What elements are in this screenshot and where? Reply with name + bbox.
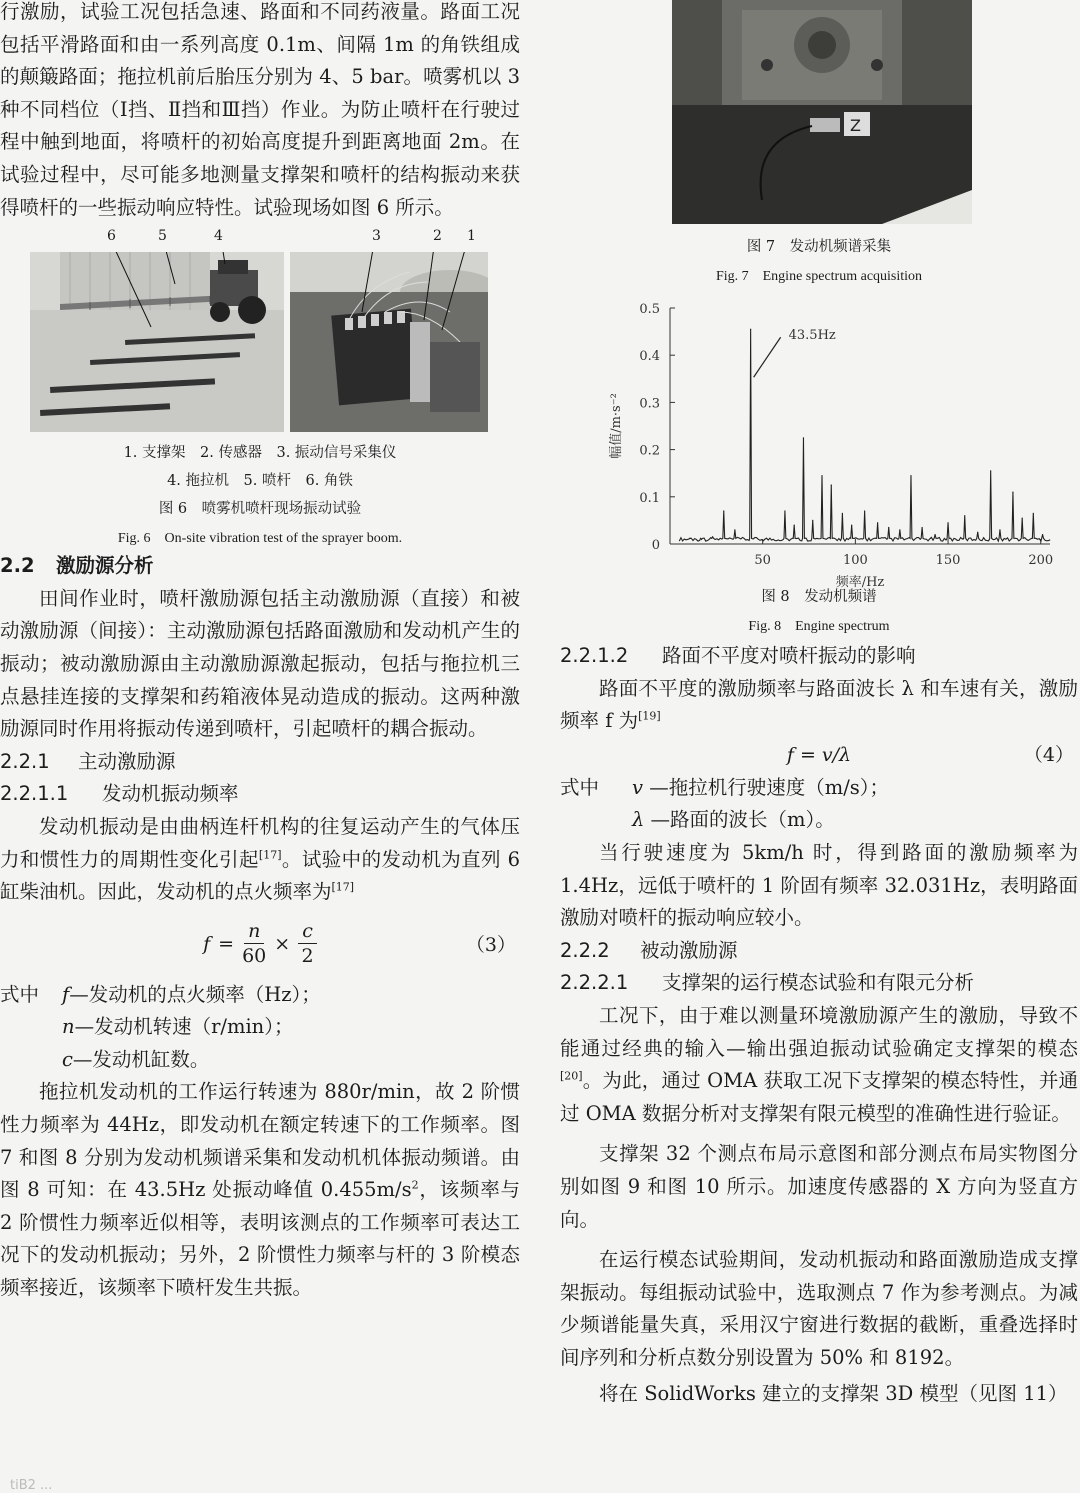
where-c — [0, 1044, 520, 1077]
fig6-label-6: 6 — [107, 228, 116, 245]
x-tick-label: 50 — [754, 553, 771, 568]
spectrum-peak-point — [864, 510, 865, 511]
fig7-caption-en: Fig. 7 Engine spectrum acquisition — [715, 269, 923, 284]
where-label: 式中 — [560, 775, 600, 799]
fig6-caption-cn: 图 6 喷雾机喷杆现场振动试验 — [158, 501, 362, 518]
section-number: 2.2.1.1 — [0, 782, 69, 806]
section-title: 被动激励源 — [640, 938, 738, 962]
y-axis-label: 幅值/m·s⁻² — [609, 393, 624, 459]
where-sym: λ — [632, 808, 645, 832]
section-number: 2.2 — [0, 554, 35, 578]
spectrum-peak-point — [1012, 491, 1013, 492]
section-2-2-2-heading — [560, 935, 1078, 968]
eq3-number: （3） — [465, 934, 516, 957]
section-number: 2.2.1.2 — [560, 644, 629, 667]
section-title: 支撑架的运行模态试验和有限元分析 — [662, 971, 975, 995]
spectrum-peak-point — [1022, 517, 1023, 518]
field-test-photo — [30, 252, 284, 432]
field-test-illustration — [30, 252, 284, 432]
spectrum-peak-point — [812, 520, 813, 521]
spectrum-peak-point — [821, 475, 822, 476]
last-paragraph: 将在 SolidWorks 建立的支撑架 3D 模型（见图 11） — [599, 1382, 1068, 1406]
peak-annotation-pointer — [754, 337, 781, 377]
spectrum-peak-point — [842, 513, 843, 514]
where-v — [560, 772, 1078, 805]
section-2-2-1-2-heading — [560, 640, 1078, 673]
where-f — [0, 979, 520, 1012]
fig6-legend-line2: 4. 拖拉机 5. 喷杆 6. 角铁 — [167, 473, 353, 490]
spectrum-peak-point — [1033, 513, 1034, 514]
oma-text-2: 。为此，通过 OMA 获取工况下支撑架的模态特性，并通过 OMA 数据分析对支撑架有限元模型的准确性进行验证。 — [560, 1069, 1078, 1125]
section-2-2-2-1-heading — [560, 967, 1078, 1000]
where-sym: v — [632, 775, 644, 799]
eq3-fraction-c — [298, 919, 317, 968]
sensor-z-label: Z — [850, 116, 861, 135]
spectrum-peak-point — [794, 525, 795, 526]
fig6-label-4: 4 — [214, 228, 223, 245]
spectrum-peak-point — [977, 532, 978, 533]
intro-paragraph: 行激励，试验工况包括急速、路面和不同药液量。路面工况包括平滑路面和由一系列高度 0.1m、间隔 1m 的角铁组成的颠簸路面；拖拉机前后胎压分别为 4、5 bar。喷雾机以 3 种不同档位（Ⅰ挡、Ⅱ挡和Ⅲ挡）作业。为防止喷杆在行驶过程中触到地面，将喷杆的初始高度提升到距离地面 2m。在试验过程中，尽可能多地测量支撑架和喷杆的结构振动来获得喷杆的一些振动响应特性。试验现场如图 6 所示。 — [0, 0, 520, 219]
spectrum-peak-point — [734, 529, 735, 530]
spectrum-peak-point — [921, 527, 922, 528]
y-tick-label: 0 — [651, 538, 660, 553]
spectrum-peak-point — [701, 539, 702, 540]
engine-text: 发动机振动是由曲柄连杆机构的往复运动产生的气体压力和惯性力的周期性变化引起 — [0, 814, 520, 871]
sensor-illustration — [290, 252, 488, 432]
paragraph-2-2: 田间作业时，喷杆激励源包括主动激励源（直接）和被动激励源（间接）：主动激励源包括路面激励和发动机产生的振动；被动激励源由主动激励源激起振动，包括与拖拉机三点悬挂连接的支撑架和药箱液体晃动造成的振动。这两种激励源同时作用将振动传递到喷杆，引起喷杆的耦合振动。 — [0, 586, 520, 741]
where-desc: —发动机转速（r/min）； — [74, 1015, 294, 1039]
y-tick-label: 0.3 — [639, 396, 660, 412]
citation: [20] — [560, 1069, 583, 1083]
citation: [17] — [331, 880, 355, 894]
section-number: 2.2.1 — [0, 749, 50, 773]
eq4-number: （4） — [1023, 743, 1074, 766]
x-tick-label: 150 — [935, 553, 961, 568]
spectrum-peak-point — [1042, 534, 1043, 535]
tractor-text-2: ，该频率与 2 阶惯性力频率近似相等，表明该测点的工作频率可表达工况下的发动机振动；另外，2 阶惯性力频率与杆的 3 阶模态频率接近，该频率下喷杆发生共振。 — [0, 1178, 520, 1300]
section-number: 2.2.2 — [560, 938, 610, 962]
oma-paragraph — [560, 1000, 1078, 1130]
run-paragraph: 在运行模态试验期间，发动机振动和路面激励造成支撑架振动。每组振动试验中，选取测点 7 作为参考测点。为减少频谱能量失真，采用汉宁窗进行数据的截断，重叠选择时间序列和分析点数分别设置为 50% 和 8192。 — [560, 1248, 1078, 1369]
equation-4 — [560, 738, 1078, 772]
y-tick-label: 0.2 — [639, 443, 660, 459]
citation: [19] — [638, 709, 661, 723]
where-label: 式中 — [0, 982, 40, 1006]
spectrum-peak-point — [947, 522, 948, 523]
watermark: tiB2 ... — [10, 1478, 53, 1493]
section-2-2-1-1-heading — [0, 778, 520, 811]
eq3-numerator-c: c — [298, 919, 317, 944]
spectrum-peak-point — [712, 536, 713, 537]
section-title: 主动激励源 — [78, 749, 176, 773]
section-title: 路面不平度对喷杆振动的影响 — [662, 644, 916, 667]
where-lambda — [560, 804, 1078, 837]
section-title: 发动机振动频率 — [102, 782, 239, 806]
section-title: 激励源分析 — [56, 554, 154, 578]
section-2-2-heading — [0, 550, 520, 583]
spectrum-peak-point — [888, 527, 889, 528]
engine-spectrum-chart — [600, 294, 1070, 594]
spectrum-peak-point — [784, 510, 785, 511]
eq3-denominator-2: 2 — [301, 945, 314, 968]
x-tick-label: 200 — [1028, 553, 1054, 568]
spectrum-peak-point — [990, 470, 991, 471]
eq3-fraction-n — [242, 919, 266, 968]
eq3-numerator-n: n — [244, 919, 264, 944]
where-n — [0, 1011, 520, 1044]
fig7-caption-cn: 图 7 发动机频谱采集 — [746, 239, 892, 255]
spectrum-peak-point — [831, 484, 832, 485]
spectrum-peak-point — [851, 525, 852, 526]
where-desc: —路面的波长（m）。 — [644, 808, 835, 832]
figure-6 — [0, 224, 520, 547]
fig6-label-2: 2 — [433, 228, 442, 245]
superscript: 2 — [411, 1178, 419, 1192]
engine-photo-illustration — [672, 0, 972, 224]
spectrum-peak-point — [999, 529, 1000, 530]
fig8-caption-cn: 图 8 发动机频谱 — [761, 589, 877, 605]
tractor-paragraph — [0, 1076, 520, 1304]
spectrum-peak-point — [910, 475, 911, 476]
engine-spectrum-photo — [672, 0, 972, 224]
x-tick-label: 100 — [842, 553, 868, 568]
spectrum-peak-point — [899, 529, 900, 530]
fig6-label-1: 1 — [467, 228, 476, 245]
fig8-caption-en: Fig. 8 Engine spectrum — [748, 619, 890, 634]
peak-annotation-label: 43.5Hz — [788, 328, 836, 344]
where-sym: f — [62, 982, 70, 1006]
spectrum-series-line — [679, 329, 1050, 541]
eq3-equals: = — [218, 932, 235, 955]
where-sym: n — [62, 1015, 75, 1039]
eq3-times: × — [274, 932, 291, 955]
sensor-acquisition-photo — [290, 252, 488, 432]
where-desc: —拖拉机行驶速度（m/s）； — [643, 775, 890, 799]
left-column — [0, 0, 520, 1305]
eq3-f: f — [203, 932, 211, 955]
eq4-text: f = v/λ — [786, 743, 852, 766]
fig6-label-5: 5 — [158, 228, 167, 245]
engine-paragraph — [0, 811, 520, 909]
equation-3 — [0, 909, 520, 979]
engine-text-2: 。试验中的发动机为直列 6 缸柴油机。因此，发动机的点火频率为 — [0, 847, 520, 904]
eq3-denominator-60: 60 — [242, 945, 267, 968]
citation: [17] — [258, 848, 282, 861]
spectrum-peak-point — [934, 534, 935, 535]
spectrum-peak-point — [750, 329, 751, 330]
section-number: 2.2.2.1 — [560, 971, 629, 995]
section-2-2-1-heading — [0, 746, 520, 779]
fig6-label-3: 3 — [372, 228, 381, 245]
road-text: 路面不平度的激励频率与路面波长 λ 和车速有关，激励频率 f 为 — [560, 676, 1078, 733]
spectrum-peak-point — [690, 538, 691, 539]
where-sym: c — [62, 1047, 73, 1071]
fig6-caption-en: Fig. 6 On-site vibration test of the sprayer boom. — [117, 531, 403, 547]
y-tick-label: 0.5 — [639, 302, 660, 317]
speed-paragraph: 当行驶速度为 5km/h 时，得到路面的激励频率为 1.4Hz，远低于喷杆的 1 阶固有频率 32.031Hz，表明路面激励对喷杆的振动响应较小。 — [560, 840, 1078, 930]
spectrum-peak-point — [723, 510, 724, 511]
y-tick-label: 0.1 — [639, 490, 660, 506]
points-paragraph: 支撑架 32 个测点布局示意图和部分测点布局实物图分别如图 9 和图 10 所示。加速度传感器的 X 方向为竖直方向。 — [560, 1142, 1078, 1231]
where-desc: —发动机缸数。 — [72, 1047, 210, 1071]
spectrum-peak-point — [803, 437, 804, 438]
spectrum-peak-point — [964, 515, 965, 516]
tractor-text: 拖拉机发动机的工作运行转速为 880r/min，故 2 阶惯性力频率为 44Hz，即发动机在额定转速下的工作频率。图 7 和图 8 分别为发动机频谱采集和发动机机体振动频谱。由图 8 可知：在 43.5Hz 处振动峰值 0.455m/s — [0, 1080, 520, 1202]
y-tick-label: 0.4 — [639, 349, 660, 365]
x-axis-label: 频率/Hz — [835, 575, 885, 590]
oma-text: 工况下，由于难以测量环境激励源产生的激励，导致不能通过经典的输入—输出强迫振动试验确定支撑架的模态 — [560, 1003, 1078, 1060]
where-desc: —发动机的点火频率（Hz）； — [69, 982, 321, 1006]
spectrum-peak-point — [877, 522, 878, 523]
road-paragraph — [560, 673, 1078, 738]
fig6-legend-line1: 1. 支撑架 2. 传感器 3. 振动信号采集仪 — [123, 445, 397, 462]
